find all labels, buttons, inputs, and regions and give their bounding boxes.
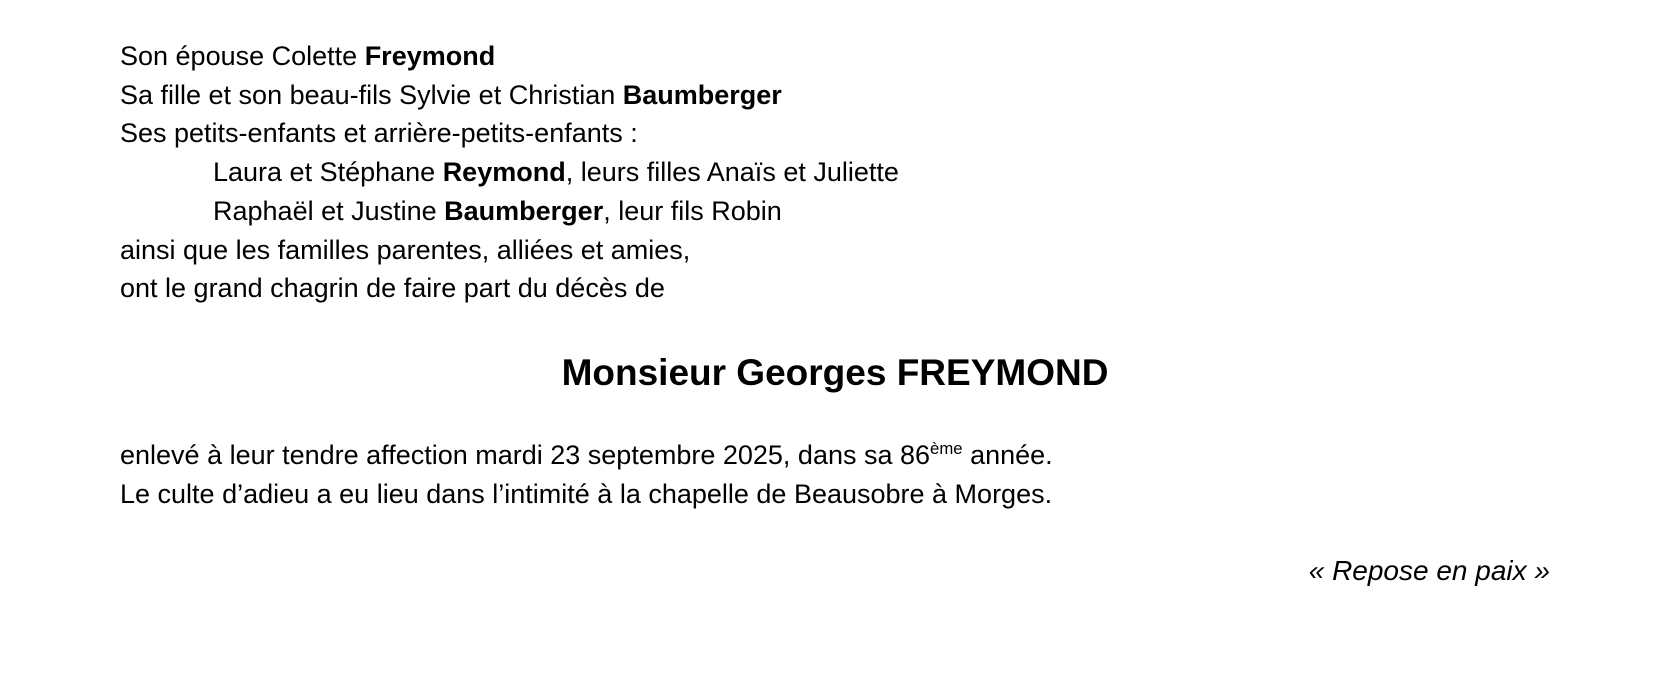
family-line-grandchild-2-surname: Baumberger: [444, 195, 604, 226]
blank-line: [120, 514, 1550, 553]
family-line-spouse: [120, 37, 1550, 76]
death-detail-rest: année.: [962, 440, 1053, 471]
closing-quote: « Repose en paix »: [1308, 555, 1550, 587]
family-line-grandchild-2-text: Raphaël et Justine: [213, 195, 445, 226]
family-line-daughter-text: Sa fille et son beau-fils Sylvie et Christian: [120, 79, 623, 110]
family-line-grandchild-1-rest: , leurs filles Anaïs et Juliette: [565, 157, 899, 188]
family-line-relatives: [120, 231, 1550, 270]
family-line-grandchildren-intro-text: Ses petits-enfants et arrière-petits-enfants :: [120, 118, 638, 149]
announcement-line: [120, 269, 1550, 308]
family-line-spouse-surname: Freymond: [364, 41, 496, 71]
announcement-line-text: ont le grand chagrin de faire part du décès de: [120, 273, 665, 304]
family-line-grandchild-2: [120, 192, 1550, 231]
age-ordinal-superscript: ème: [930, 439, 963, 459]
death-detail-text: enlevé à leur tendre affection mardi 23 septembre 2025, dans sa 86: [120, 440, 931, 471]
family-line-daughter: [120, 76, 1550, 115]
family-line-grandchild-1-text: Laura et Stéphane: [213, 157, 443, 188]
death-detail-line: [120, 436, 1550, 475]
family-line-relatives-text: ainsi que les familles parentes, alliées et amies,: [120, 234, 691, 265]
deceased-name: Monsieur Georges FREYMOND: [561, 351, 1109, 393]
family-line-grandchildren-intro: [120, 114, 1550, 153]
service-detail-line: Le culte d’adieu a eu lieu dans l’intimité à la chapelle de Beausobre à Morges.: [120, 479, 1053, 509]
family-line-grandchild-1-surname: Reymond: [442, 157, 566, 188]
blank-line: [120, 308, 1550, 347]
family-line-grandchild-1: [120, 153, 1550, 192]
family-line-grandchild-2-rest: , leur fils Robin: [603, 195, 782, 226]
family-line-spouse-text: Son épouse Colette: [120, 41, 365, 71]
family-line-daughter-surname: Baumberger: [622, 79, 782, 110]
blank-line: [120, 398, 1550, 437]
